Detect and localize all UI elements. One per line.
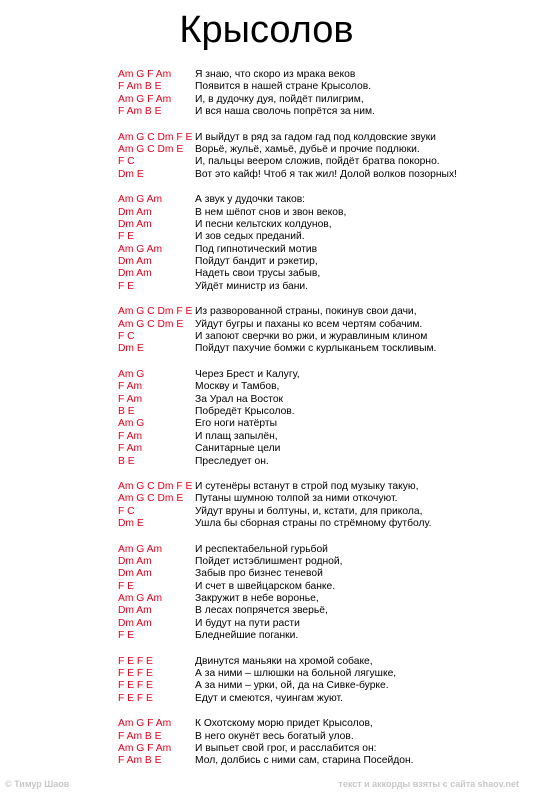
chord-label: F Am B E bbox=[118, 81, 162, 93]
lyric-text: Мол, долбись с ними сам, старина Посейдон. bbox=[195, 755, 414, 767]
lyric-text: И выйдут в ряд за гадом гад под колдовские звуки bbox=[195, 131, 436, 143]
lyric-line bbox=[118, 693, 528, 705]
chord-label: F E F E bbox=[118, 655, 153, 667]
chord-label: F C bbox=[118, 505, 135, 517]
lyric-line bbox=[118, 268, 528, 280]
lyric-text: И счет в швейцарском банке. bbox=[195, 580, 336, 592]
chord-label: Am G F Am bbox=[118, 93, 172, 105]
lyric-text: Надеть свои трусы забыв, bbox=[195, 268, 321, 280]
lyric-line bbox=[118, 493, 528, 505]
chord-label: F Am B E bbox=[118, 106, 162, 118]
lyric-line bbox=[118, 169, 528, 181]
lyric-text: Ушла бы сборная страны по стрёмному футболу. bbox=[195, 518, 432, 530]
lyric-text: Двинутся маньяки на хромой собаке, bbox=[195, 655, 373, 667]
lyric-line bbox=[118, 656, 528, 668]
lyric-line bbox=[118, 731, 528, 743]
chord-label: Am G C Dm F E bbox=[118, 480, 193, 492]
lyric-line bbox=[118, 544, 528, 556]
lyric-text: И респектабельной гурьбой bbox=[195, 543, 328, 555]
lyric-text: Санитарные цели bbox=[195, 443, 281, 455]
chord-label: Dm Am bbox=[118, 206, 152, 218]
verse bbox=[118, 69, 528, 119]
lyric-line bbox=[118, 219, 528, 231]
chord-label: B E bbox=[118, 455, 135, 467]
lyric-text: Уйдут бугры и паханы ко всем чертям собачим. bbox=[195, 318, 423, 330]
lyric-text: Появится в нашей стране Крысолов. bbox=[195, 81, 372, 93]
verse bbox=[118, 306, 528, 356]
chord-label: Dm Am bbox=[118, 605, 152, 617]
chord-label: F E F E bbox=[118, 680, 153, 692]
chord-label: F Am B E bbox=[118, 755, 162, 767]
lyric-line bbox=[118, 443, 528, 455]
chord-label: Am G C Dm F E bbox=[118, 131, 193, 143]
lyric-line bbox=[118, 605, 528, 617]
lyric-line bbox=[118, 319, 528, 331]
chord-label: F E F E bbox=[118, 668, 153, 680]
chord-label: F C bbox=[118, 331, 135, 343]
lyric-line bbox=[118, 194, 528, 206]
chord-label: Am G bbox=[118, 368, 145, 380]
verse bbox=[118, 656, 528, 706]
lyric-line bbox=[118, 256, 528, 268]
lyric-text: В нем шёпот снов и звон веков, bbox=[195, 206, 347, 218]
verse bbox=[118, 369, 528, 468]
chord-label: F E bbox=[118, 280, 135, 292]
chord-label: F E bbox=[118, 630, 135, 642]
chord-label: Am G F Am bbox=[118, 718, 172, 730]
lyric-line bbox=[118, 306, 528, 318]
lyric-line bbox=[118, 381, 528, 393]
lyric-text: И запоют сверчки во ржи, и журавлиным клином bbox=[195, 331, 428, 343]
song-body bbox=[118, 69, 528, 781]
lyric-text: За Урал на Восток bbox=[195, 393, 284, 405]
lyric-text: Пойдет истэблишмент родной, bbox=[195, 555, 343, 567]
chord-label: Dm Am bbox=[118, 568, 152, 580]
chord-label: Am G Am bbox=[118, 543, 163, 555]
lyric-text: И выпьет свой грог, и расслабится он: bbox=[195, 742, 377, 754]
lyric-line bbox=[118, 680, 528, 692]
source-footer: текст и аккорды взяты с сайта shaov.net bbox=[338, 779, 519, 789]
chord-label: F C bbox=[118, 156, 135, 168]
lyric-text: И, пальцы веером сложив, пойдёт братва покорно. bbox=[195, 156, 440, 168]
chord-label: Am G C Dm E bbox=[118, 318, 184, 330]
lyric-line bbox=[118, 481, 528, 493]
chord-label: F Am B E bbox=[118, 730, 162, 742]
lyric-text: Ворьё, жульё, хамьё, дубьё и прочие подлюки. bbox=[195, 143, 420, 155]
lyric-line bbox=[118, 406, 528, 418]
lyric-line bbox=[118, 132, 528, 144]
chord-label: Dm Am bbox=[118, 268, 152, 280]
verse bbox=[118, 718, 528, 768]
chord-label: F Am bbox=[118, 393, 143, 405]
lyric-line bbox=[118, 207, 528, 219]
lyric-text: И плащ запылён, bbox=[195, 430, 278, 442]
chord-label: Dm E bbox=[118, 518, 144, 530]
lyric-text: Едут и смеются, чуингам жуют. bbox=[195, 692, 343, 704]
lyric-text: Забыв про бизнес теневой bbox=[195, 568, 323, 580]
lyric-line bbox=[118, 156, 528, 168]
lyric-line bbox=[118, 69, 528, 81]
verse bbox=[118, 132, 528, 182]
lyric-line bbox=[118, 144, 528, 156]
lyric-line bbox=[118, 456, 528, 468]
lyric-text: В лесах попрячется зверьё, bbox=[195, 605, 328, 617]
lyric-line bbox=[118, 418, 528, 430]
chord-label: Dm Am bbox=[118, 555, 152, 567]
lyric-line bbox=[118, 431, 528, 443]
lyric-line bbox=[118, 743, 528, 755]
lyric-line bbox=[118, 106, 528, 118]
lyric-line bbox=[118, 568, 528, 580]
lyric-line bbox=[118, 231, 528, 243]
lyric-text: И будут на пути расти bbox=[195, 617, 300, 629]
lyric-text: К Охотскому морю придет Крысолов, bbox=[195, 718, 373, 730]
lyric-text: А звук у дудочки таков: bbox=[195, 194, 306, 206]
lyric-line bbox=[118, 556, 528, 568]
lyric-text: Вот это кайф! Чтоб я так жил! Долой волков позорных! bbox=[195, 168, 457, 180]
lyric-text: Закружит в небе воронье, bbox=[195, 593, 319, 605]
lyric-text: А за ними – урки, ой, да на Сивке-бурке. bbox=[195, 680, 389, 692]
chord-label: F Am bbox=[118, 381, 143, 393]
lyric-text: Преследует он. bbox=[195, 455, 269, 467]
lyric-line bbox=[118, 343, 528, 355]
lyric-line bbox=[118, 593, 528, 605]
lyric-line bbox=[118, 369, 528, 381]
lyric-text: Путаны шумною толпой за ними откочуют. bbox=[195, 493, 398, 505]
lyric-text: И зов седых преданий. bbox=[195, 231, 305, 243]
chord-label: Am G C Dm E bbox=[118, 493, 184, 505]
lyric-text: Его ноги натёрты bbox=[195, 418, 278, 430]
lyric-line bbox=[118, 506, 528, 518]
lyric-line bbox=[118, 518, 528, 530]
lyric-line bbox=[118, 394, 528, 406]
lyric-text: Из разворованной страны, покинув свои дачи, bbox=[195, 306, 417, 318]
lyric-line bbox=[118, 630, 528, 642]
lyric-text: Я знаю, что скоро из мрака веков bbox=[195, 69, 356, 80]
song-title: Крысолов bbox=[179, 9, 354, 51]
lyric-text: Уйдёт министр из бани. bbox=[195, 280, 309, 292]
lyric-line bbox=[118, 94, 528, 106]
lyric-line bbox=[118, 618, 528, 630]
lyric-text: Бледнейшие поганки. bbox=[195, 630, 299, 642]
chord-label: Am G Am bbox=[118, 593, 163, 605]
copyright-footer: © Тимур Шаов bbox=[5, 779, 70, 789]
verse bbox=[118, 481, 528, 531]
chord-label: Dm Am bbox=[118, 256, 152, 268]
lyric-text: И, в дудочку дуя, пойдёт пилигрим, bbox=[195, 93, 364, 105]
chord-label: Am G Am bbox=[118, 194, 163, 206]
verse bbox=[118, 194, 528, 293]
lyric-text: А за ними – шлюшки на больной лягушке, bbox=[195, 668, 397, 680]
lyric-line bbox=[118, 81, 528, 93]
chord-label: Dm E bbox=[118, 343, 144, 355]
chord-label: Dm E bbox=[118, 168, 144, 180]
verse bbox=[118, 544, 528, 643]
chord-label: Am G C Dm E bbox=[118, 143, 184, 155]
lyric-text: Уйдут вруны и болтуны, и, кстати, для прикола, bbox=[195, 505, 423, 517]
lyric-text: Под гипнотический мотив bbox=[195, 243, 318, 255]
lyric-text: Москву и Тамбов, bbox=[195, 381, 280, 393]
chord-label: Am G C Dm F E bbox=[118, 306, 193, 318]
lyric-text: В него окунёт весь богатый улов. bbox=[195, 730, 354, 742]
lyric-line bbox=[118, 581, 528, 593]
lyric-text: Пойдут бандит и рэкетир, bbox=[195, 256, 318, 268]
chord-label: Dm Am bbox=[118, 218, 152, 230]
lyric-text: Побредёт Крысолов. bbox=[195, 405, 295, 417]
chord-label: Am G Am bbox=[118, 243, 163, 255]
lyric-text: И песни кельтских колдунов, bbox=[195, 218, 332, 230]
chord-label: F E bbox=[118, 580, 135, 592]
lyric-text: Через Брест и Калугу, bbox=[195, 368, 300, 380]
lyric-line bbox=[118, 718, 528, 730]
lyric-text: И сутенёры встанут в строй под музыку такую, bbox=[195, 480, 419, 492]
lyric-line bbox=[118, 244, 528, 256]
lyric-line bbox=[118, 668, 528, 680]
lyric-line bbox=[118, 331, 528, 343]
chord-label: Am G F Am bbox=[118, 69, 172, 80]
lyric-text: Пойдут пахучие бомжи с курлыканьем тоскливым. bbox=[195, 343, 437, 355]
chord-label: Am G F Am bbox=[118, 742, 172, 754]
chord-label: F E bbox=[118, 231, 135, 243]
chord-label: Dm Am bbox=[118, 617, 152, 629]
lyric-text: И вся наша сволочь попрётся за ним. bbox=[195, 106, 375, 118]
lyric-line bbox=[118, 281, 528, 293]
lyric-line bbox=[118, 755, 528, 767]
chord-label: B E bbox=[118, 405, 135, 417]
chord-label: Am G bbox=[118, 418, 145, 430]
chord-label: F E F E bbox=[118, 692, 153, 704]
chord-label: F Am bbox=[118, 430, 143, 442]
chord-label: F Am bbox=[118, 443, 143, 455]
